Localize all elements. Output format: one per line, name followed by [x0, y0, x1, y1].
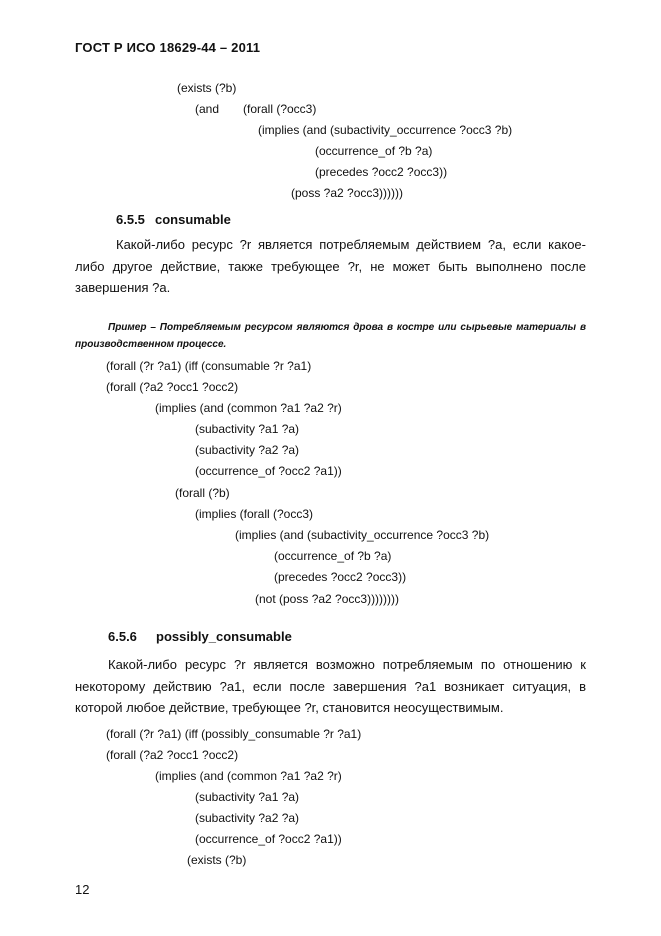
document-header: ГОСТ Р ИСО 18629-44 – 2011	[75, 40, 261, 55]
code-line: (subactivity ?a2 ?a)	[195, 443, 300, 457]
code-line: (exists (?b)	[187, 853, 247, 867]
code-line: (implies (and (subactivity_occurrence ?occ3 ?b)	[235, 528, 490, 542]
code-line: (occurrence_of ?b ?a)	[274, 549, 392, 563]
section-paragraph: Какой-либо ресурс ?r является возможно потребляемым по отношению к некоторому действию ?a1, если после завершения ?a1 возникает ситуация, в которой любое действие, требующее ?r, становится неосуществимым.	[75, 657, 586, 715]
code-line: (implies (and (subactivity_occurrence ?occ3 ?b)	[258, 123, 513, 137]
code-line: (not (poss ?a2 ?occ3))))))))	[255, 592, 400, 606]
code-line: (occurrence_of ?occ2 ?a1))	[195, 464, 342, 478]
section-title: consumable	[155, 212, 231, 227]
code-line: (implies (and (common ?a1 ?a2 ?r)	[155, 769, 342, 783]
code-line: (subactivity ?a1 ?a)	[195, 790, 300, 804]
code-line: (forall (?r ?a1) (iff (possibly_consumable ?r ?a1)	[106, 727, 362, 741]
code-line: (subactivity ?a1 ?a)	[195, 422, 300, 436]
code-line: (forall (?r ?a1) (iff (consumable ?r ?a1)	[106, 359, 312, 373]
code-line: (precedes ?occ2 ?occ3))	[315, 165, 448, 179]
code-line: (subactivity ?a2 ?a)	[195, 811, 300, 825]
code-line: (implies (forall (?occ3)	[195, 507, 314, 521]
code-line: (forall (?a2 ?occ1 ?occ2)	[106, 748, 239, 762]
code-line: (exists (?b)	[177, 81, 237, 95]
code-line: (implies (and (common ?a1 ?a2 ?r)	[155, 401, 342, 415]
code-line: (occurrence_of ?occ2 ?a1))	[195, 832, 342, 846]
code-line: (precedes ?occ2 ?occ3))	[274, 570, 407, 584]
code-line: (forall (?b)	[175, 486, 230, 500]
section-title: possibly_consumable	[156, 629, 292, 644]
section-number: 6.5.6	[108, 629, 137, 644]
example-note: Пример – Потребляемым ресурсом являются дрова в костре или сырьевые материалы в производственном процессе.	[75, 322, 586, 350]
code-line: (poss ?a2 ?occ3))))))	[291, 186, 404, 200]
code-line: (forall (?a2 ?occ1 ?occ2)	[106, 380, 239, 394]
code-line: (forall (?occ3)	[243, 102, 317, 116]
code-line: (occurrence_of ?b ?a)	[315, 144, 433, 158]
code-line: (and	[195, 102, 220, 116]
page-number: 12	[75, 882, 90, 897]
section-paragraph: Какой-либо ресурс ?r является потребляемым действием ?a, если какое-либо другое действие, также требующее ?r, не может быть выполнено после завершения ?a.	[75, 237, 586, 295]
section-number: 6.5.5	[116, 212, 145, 227]
